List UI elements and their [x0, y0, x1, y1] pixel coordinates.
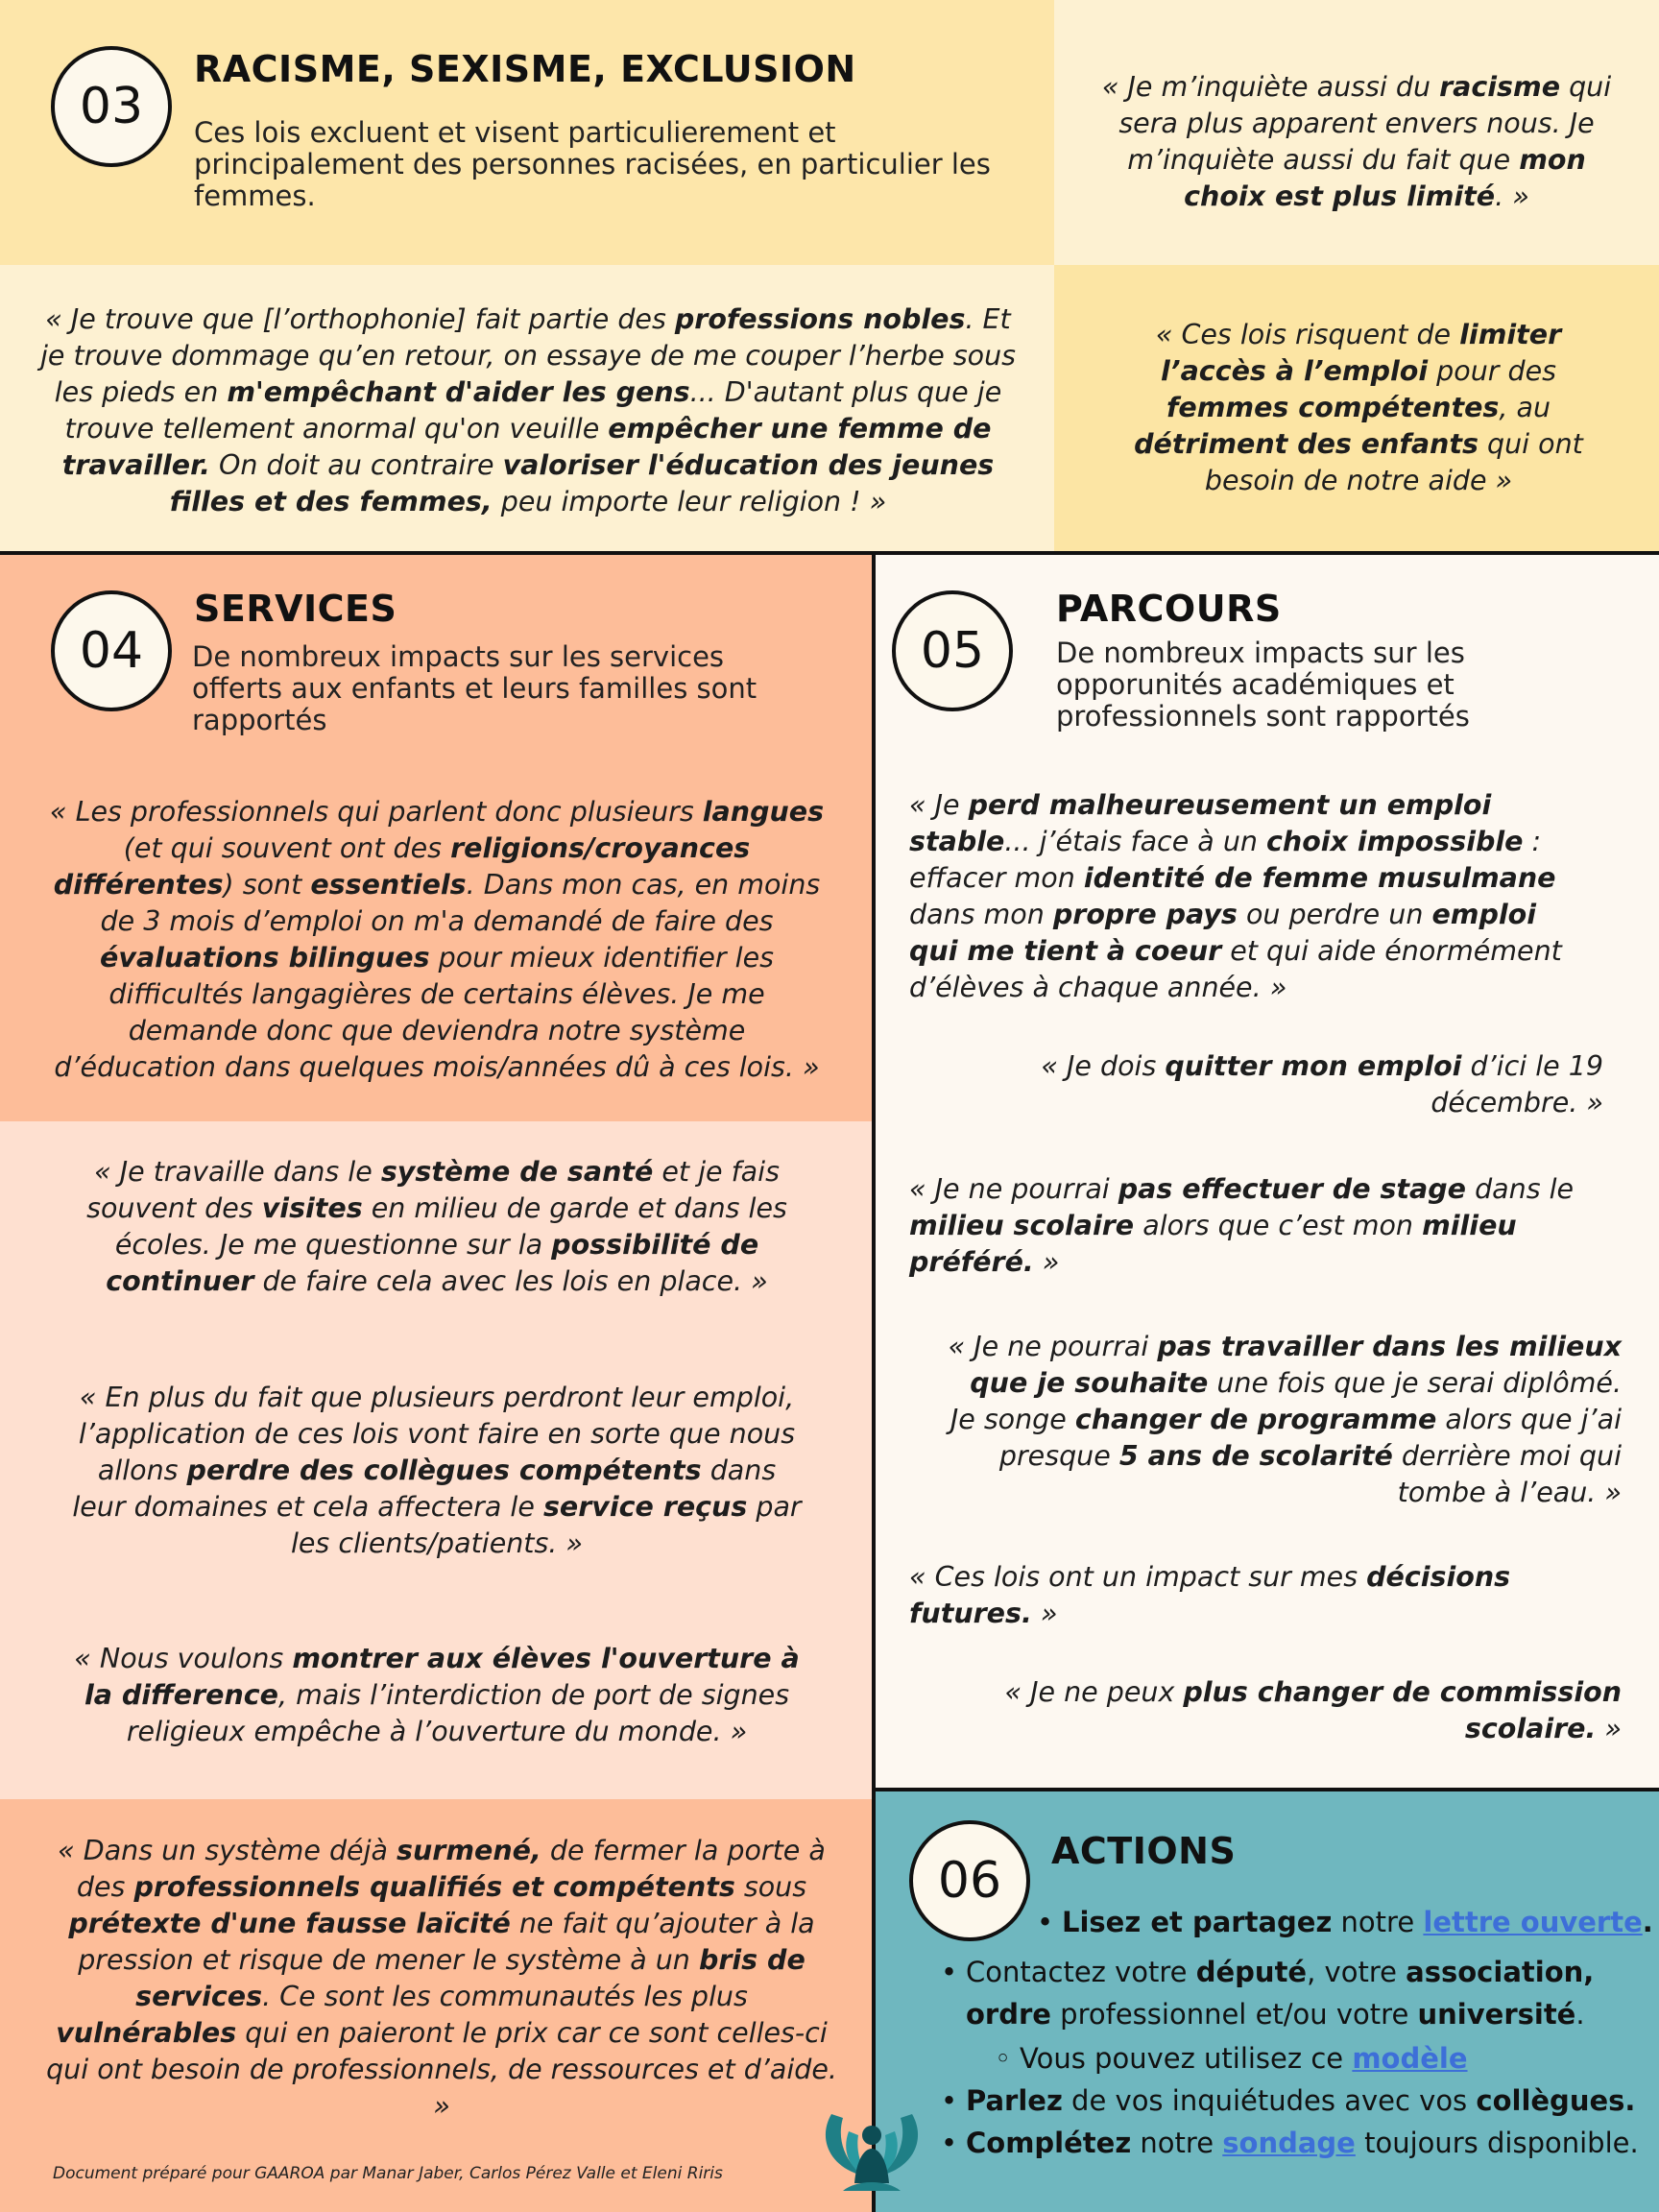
section-subtitle-03: Ces lois excluent et visent particulierement et principalement des personnes racisées, en particulier les femmes.	[194, 116, 991, 212]
bullet-icon: •	[1037, 1906, 1054, 1938]
section-title-03: RACISME, SEXISME, EXCLUSION	[194, 48, 856, 90]
bullet-icon: •	[941, 1956, 958, 1988]
divider-05-06	[872, 1788, 1659, 1791]
quote-quitter-emploi: « Je dois quitter mon emploi d’ici le 19 décembre. »	[1041, 1050, 1603, 1118]
quote-commission: « Je ne peux plus changer de commission scolaire. »	[1004, 1676, 1622, 1744]
divider-horizontal	[0, 551, 1659, 555]
quote-orthophonie: « Je trouve que [l’orthophonie] fait partie des professions nobles. Et je trouve dommage qu’en retour, on essaye de me couper l’herbe sous les pieds en m'empêchant d'aider les gens... D'autant plus que je trouve tellement anormal qu'on veuille empêcher une femme de travailler. On doit au contraire valoriser l'éducation des jeunes filles et des femmes, peu importe leur religion ! »	[39, 303, 1017, 517]
footer-credits: Document préparé pour GAAROA par Manar Jaber, Carlos Pérez Valle et Eleni Riris	[53, 2164, 723, 2183]
quote-decisions: « Ces lois ont un impact sur mes décisions futures. »	[909, 1561, 1511, 1629]
section-subtitle-04: De nombreux impacts sur les services offerts aux enfants et leurs familles sont rapportés	[192, 640, 757, 736]
section-number-05: 05	[892, 590, 1013, 711]
section-title-06: ACTIONS	[1051, 1830, 1237, 1872]
section-number-04: 04	[51, 590, 172, 711]
sondage-link[interactable]: sondage	[1222, 2127, 1356, 2159]
lettre-ouverte-link[interactable]: lettre ouverte	[1423, 1906, 1643, 1938]
section-title-05: PARCOURS	[1056, 588, 1282, 630]
quote-collegues: « En plus du fait que plusieurs perdront leur emploi, l’application de ces lois vont faire en sorte que nous allons perdre des collègues compétents dans leur domaines et cela affectera le service reçus par les clients/patients. »	[72, 1382, 802, 1559]
divider-vertical	[872, 551, 876, 2212]
action-item-sondage: • Complétez notre sondage toujours disponible.	[941, 2122, 1639, 2164]
quote-emploi-stable: « Je perd malheureusement un emploi stable... j’étais face à un choix impossible : effacer mon identité de femme musulmane dans mon propre pays ou perdre un emploi qui me tient à coeur et qui aide énormément d’élèves à chaque année. »	[909, 789, 1562, 1003]
quote-milieux: « Je ne pourrai pas travailler dans les milieux que je souhaite une fois que je serai diplômé. Je songe changer de programme alors que j’ai presque 5 ans de scolarité derrière moi qui tombe à l’eau. »	[948, 1331, 1622, 1508]
quote-stage: « Je ne pourrai pas effectuer de stage dans le milieu scolaire alors que c’est mon milieu préféré. »	[909, 1173, 1575, 1278]
quote-racisme: « Je m’inquiète aussi du racisme qui sera plus apparent envers nous. Je m’inquiète aussi du fait que mon choix est plus limité. »	[1101, 71, 1612, 212]
bullet-icon: •	[941, 2084, 958, 2117]
quote-sante: « Je travaille dans le système de santé et je fais souvent des visites en milieu de garde et dans les écoles. Je me questionne sur la possibilité de continuer de faire cela avec les lois en place. »	[86, 1156, 787, 1297]
circle-bullet-icon: ◦	[995, 2042, 1012, 2075]
quote-langues: « Les professionnels qui parlent donc plusieurs langues (et qui souvent ont des religions/croyances différentes) sont essentiels. Dans mon cas, en moins de 3 mois d’emploi on m'a demandé de faire des évaluations bilingues pour mieux identifier les difficultés langagières de certains élèves. Je me demande donc que deviendra notre système d’éducation dans quelques mois/années dû à ces lois. »	[49, 796, 825, 1083]
bullet-icon: •	[941, 2127, 958, 2159]
action-item-share: • Lisez et partagez notre lettre ouverte.	[1037, 1901, 1653, 1943]
section-subtitle-05: De nombreux impacts sur les opporunités académiques et professionnels sont rapportés	[1056, 637, 1470, 733]
action-item-modele: ◦ Vous pouvez utilisez ce modèle	[995, 2037, 1468, 2080]
section-title-04: SERVICES	[194, 588, 397, 630]
quote-systeme: « Dans un système déjà surmené, de fermer la porte à des professionnels qualifiés et compétents sous prétexte d'une fausse laïcité ne fait qu’ajouter à la pression et risque de mener le système à un bris de services. Ce sont les communautés les plus vulnérables qui en paieront le prix car ce sont celles-ci qui ont besoin de professionnels, de ressources et d’aide. »	[46, 1835, 837, 2122]
section-number-03: 03	[51, 46, 172, 167]
action-item-parlez: • Parlez de vos inquiétudes avec vos collègues.	[941, 2080, 1635, 2122]
section-number-06: 06	[909, 1820, 1030, 1941]
lotus-figure-icon	[814, 2099, 929, 2195]
action-item-contact: • Contactez votre député, votre association, ordre professionnel et/ou votre université.	[941, 1951, 1632, 2035]
quote-ouverture: « Nous voulons montrer aux élèves l'ouverture à la difference, mais l’interdiction de port de signes religieux empêche à l’ouverture du monde. »	[74, 1643, 800, 1747]
modele-link[interactable]: modèle	[1352, 2042, 1468, 2075]
quote-acces-emploi: « Ces lois risquent de limiter l’accès à l’emploi pour des femmes compétentes, au détriment des enfants qui ont besoin de notre aide »	[1134, 319, 1583, 496]
